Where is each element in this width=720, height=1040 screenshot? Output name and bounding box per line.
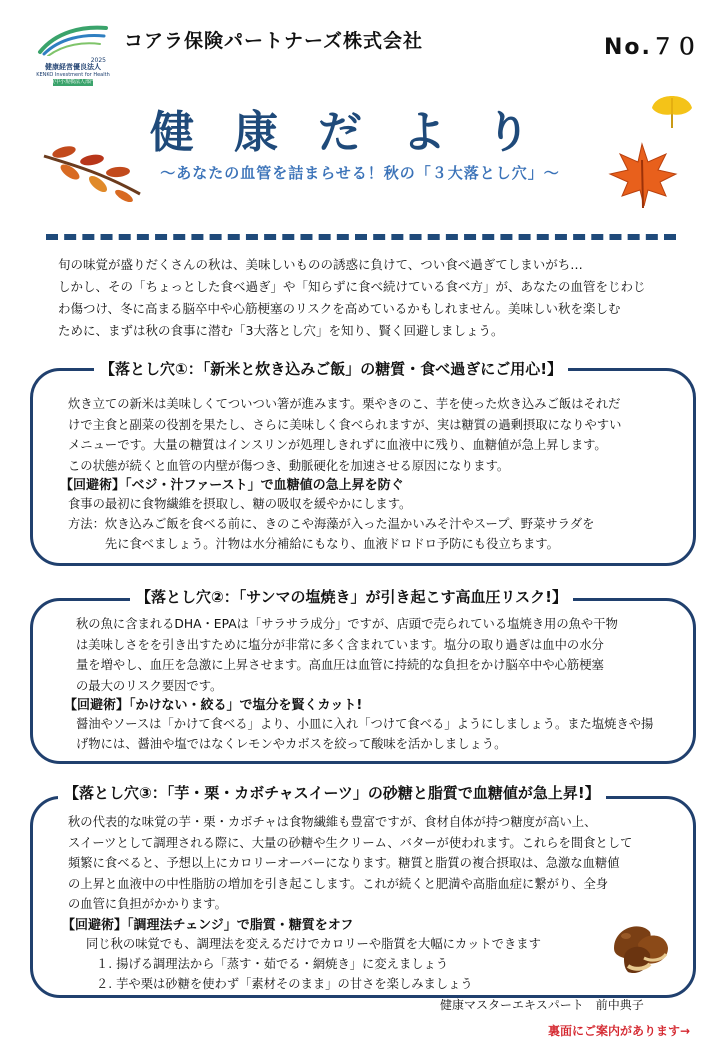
logo-category: (中小規模法人部門) (53, 79, 97, 85)
section-title-3: 【落とし穴③：「芋・栗・カボチャスイーツ」の砂糖と脂質で血糖値が急上昇!】 (58, 782, 606, 803)
issue-number: No.７０ (604, 35, 700, 60)
body-line: この状態が続くと血管の内壁が傷つき、動脈硬化を加速させる原因になります。 (68, 458, 510, 473)
chestnut-icon (610, 914, 672, 978)
body-line: は美味しさをを引き出すために塩分が非常に多く含まれています。塩分の取り過ぎは血中の水分 (76, 637, 604, 652)
section-body-2 (76, 614, 686, 696)
body-line: 頻繁に食べると、予想以上にカロリーオーバーになります。糖質と脂質の複合摂取は、急激な血糖値 (68, 856, 620, 870)
section-title-1: 【落とし穴①：「新米と炊き込みご飯」の糖質・食べ過ぎにご用心!】 (94, 358, 568, 379)
tip-title-3: 【回避術】「調理法チェンジ」で脂質・糖質をオフ (62, 918, 354, 933)
body-line: 秋の魚に含まれるDHA・EPAは「サラサラ成分」ですが、店頭で売られている塩焼き用の魚や干物 (76, 617, 618, 631)
tip-title-1: 【回避術】「ベジ・汁ファースト」で血糖値の急上昇を防ぐ (60, 478, 404, 493)
tip-line: 同じ秋の味覚でも、調理法を変えるだけでカロリーや脂質を大幅にカットできます (86, 937, 541, 951)
body-line: スイーツとして調理される際に、大量の砂糖や生クリーム、バターが使われます。これらを間食として (68, 835, 633, 850)
page-title: 健康だより (150, 107, 570, 158)
tip-line: 方法：炊き込みご飯を食べる前に、きのこや海藻が入った温かいみそ汁やスープ、野菜サラダを (68, 517, 595, 531)
section-body-3 (68, 812, 690, 915)
intro-text (58, 254, 670, 342)
tip-line: げ物には、醤油や塩ではなくレモンやカボスを絞って酸味を活かしましょう。 (76, 737, 507, 751)
tip-line: ２. 芋や栗は砂糖を使わず「素材そのまま」の甘さを楽しみましょう (96, 977, 473, 991)
tip-line: 醤油やソースは「かけて食べる」より、小皿に入れ「つけて食べる」ようにしましょう。また塩焼きや揚 (76, 717, 654, 731)
company-name: コアラ保険パートナーズ株式会社 (124, 30, 424, 52)
section-title-2: 【落とし穴②：「サンマの塩焼き」が引き起こす高血圧リスク!】 (130, 586, 573, 607)
body-line: 量を増やし、血圧を急激に上昇させます。高血圧は血管に持続的な負担をかけ脳卒中や心筋梗塞 (76, 658, 604, 672)
section-body-1 (68, 394, 688, 476)
logo-wave-icon (34, 22, 112, 56)
body-line: の血管に負担がかかります。 (68, 897, 227, 911)
logo-year: 2025 (90, 57, 106, 64)
body-line: メニューです。大量の糖質はインスリンが処理しきれずに血液中に残り、血糖値が急上昇します。 (68, 438, 607, 452)
intro-line: しかし、その「ちょっとした食べ過ぎ」や「知らずに食べ続けている食べ方」が、あなたの血管をじわじ (58, 279, 646, 294)
intro-line: ために、まずは秋の食事に潜む「3大落とし穴」を知り、賢く回避しましょう。 (58, 323, 504, 338)
back-page-notice: 裏面にご案内があります→ (548, 1024, 691, 1038)
intro-line: 旬の味覚が盛りだくさんの秋は、美味しいものの誘惑に負けて、つい食べ過ぎてしまいがち… (58, 257, 583, 272)
body-line: 秋の代表的な味覚の芋・栗・カボチャは食物繊維も豊富ですが、食材自体が持つ糖度が高い上、 (68, 815, 597, 829)
logo-name: 健康経営優良法人 (45, 63, 101, 71)
dashed-divider (46, 234, 676, 240)
health-management-logo (34, 22, 112, 88)
author-credit: 健康マスターエキスパート 前中典子 (440, 998, 644, 1012)
tip-title-2: 【回避術】「かけない・絞る」で塩分を賢くカット! (64, 698, 363, 713)
body-line: 炊き立ての新米は美味しくてついつい箸が進みます。栗やきのこ、芋を使った炊き込みご飯はそれだ (68, 397, 621, 411)
intro-line: わ傷つけ、冬に高まる脳卒中や心筋梗塞のリスクを高めているかもしれません。美味しい秋を楽しむ (58, 301, 621, 316)
body-line: の上昇と血液中の中性脂肪の増加を引き起こします。これが続くと肥満や高脂血症に繋がり、全身 (68, 876, 609, 891)
tip-line: 先に食べましょう。汁物は水分補給にもなり、血液ドロドロ予防にも役立ちます。 (68, 537, 559, 551)
logo-name-en: KENKO Investment for Health (36, 72, 110, 78)
body-line: けで主食と副菜の役割を果たし、さらに美味しく食べられますが、実は糖質の過剰摂取になりやすい (68, 417, 622, 432)
page-subtitle: ～あなたの血管を詰まらせる！秋の「３大落とし穴」～ (160, 164, 560, 182)
body-line: の最大のリスク要因です。 (76, 678, 223, 693)
tip-line: １. 揚げる調理法から「蒸す・茹でる・網焼き」に変えましょう (96, 957, 449, 971)
tip-line: 食事の最初に食物繊維を摂取し、糖の吸収を緩やかにします。 (68, 497, 412, 511)
